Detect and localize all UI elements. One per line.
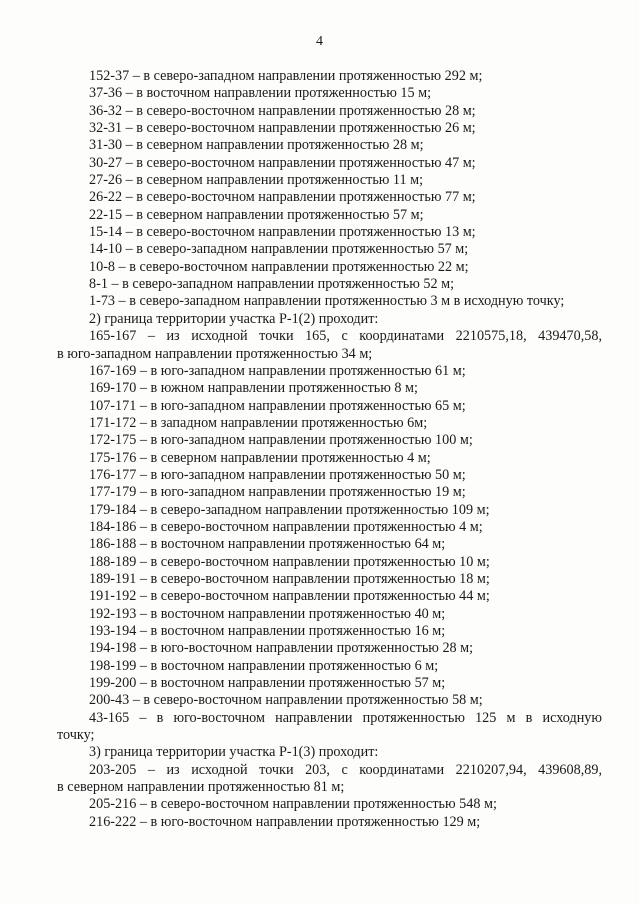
boundary-segment: 26-22 – в северо-восточном направлении протяженностью 77 м; [89, 189, 476, 206]
boundary-segment: 179-184 – в северо-западном направлении протяженностью 109 м; [89, 501, 490, 518]
boundary-segment: 194-198 – в юго-восточном направлении протяженностью 28 м; [89, 640, 474, 657]
boundary-segment: 167-169 – в юго-западном направлении протяженностью 61 м; [89, 362, 466, 379]
boundary-segment: 216-222 – в юго-восточном направлении протяженностью 129 м; [89, 813, 481, 830]
boundary-segment: 36-32 – в северо-восточном направлении протяженностью 28 м; [89, 102, 476, 119]
boundary-start-line: 165-167 – из исходной точки 165, с координатами 2210575,18, 439470,58, [89, 328, 602, 345]
boundary-segment: 186-188 – в восточном направлении протяженностью 64 м; [89, 536, 446, 553]
boundary-segment: 198-199 – в восточном направлении протяженностью 6 м; [89, 657, 439, 674]
document-body [57, 68, 602, 831]
boundary-segment: 152-37 – в северо-западном направлении протяженностью 292 м; [89, 68, 483, 84]
boundary-segment: 1-73 – в северо-западном направлении протяженностью 3 м в исходную точку; [89, 293, 565, 310]
boundary-segment: 188-189 – в северо-восточном направлении протяженностью 10 м; [89, 553, 490, 570]
boundary-segment: 8-1 – в северо-западном направлении протяженностью 52 м; [89, 276, 455, 293]
boundary-segment: 192-193 – в восточном направлении протяженностью 40 м; [89, 605, 446, 622]
boundary-segment: 184-186 – в северо-восточном направлении протяженностью 4 м; [89, 518, 483, 535]
boundary-start-continuation: в юго-западном направлении протяженностью 34 м; [57, 345, 373, 362]
boundary-end-paragraph [57, 710, 602, 745]
boundary-end-line: 43-165 – в юго-восточном направлении протяженностью 125 м в исходную [89, 709, 602, 726]
boundary-segment: 191-192 – в северо-восточном направлении протяженностью 44 м; [89, 588, 490, 605]
boundary-end-continuation: точку; [57, 727, 95, 744]
boundary-segment: 193-194 – в восточном направлении протяженностью 16 м; [89, 623, 446, 639]
boundary-segment: 31-30 – в северном направлении протяженностью 28 м; [89, 137, 424, 154]
boundary-segment: 177-179 – в юго-западном направлении протяженностью 19 м; [89, 484, 466, 501]
boundary-segment: 14-10 – в северо-западном направлении протяженностью 57 м; [89, 241, 469, 258]
boundary-segment: 199-200 – в восточном направлении протяженностью 57 м; [89, 675, 446, 692]
boundary-segment: 205-216 – в северо-восточном направлении протяженностью 548 м; [89, 796, 497, 813]
boundary-segment: 32-31 – в северо-восточном направлении протяженностью 26 м; [89, 120, 476, 137]
boundary-start-paragraph [57, 762, 602, 797]
boundary-start-line: 203-205 – из исходной точки 203, с координатами 2210207,94, 439608,89, [89, 761, 602, 778]
boundary-segment: 169-170 – в южном направлении протяженностью 8 м; [89, 380, 418, 397]
page-number: 4 [316, 34, 323, 49]
boundary-segment: 30-27 – в северо-восточном направлении протяженностью 47 м; [89, 154, 476, 171]
boundary-segment: 200-43 – в северо-восточном направлении протяженностью 58 м; [89, 692, 483, 709]
boundary-segment: 171-172 – в западном направлении протяженностью 6м; [89, 414, 428, 431]
section-heading: 2) граница территории участка Р-1(2) проходит: [89, 310, 379, 327]
boundary-start-continuation: в северном направлении протяженностью 81 м; [57, 779, 345, 796]
boundary-start-paragraph [57, 328, 602, 363]
boundary-segment: 175-176 – в северном направлении протяженностью 4 м; [89, 449, 431, 466]
boundary-segment: 172-175 – в юго-западном направлении протяженностью 100 м; [89, 432, 473, 449]
boundary-segment: 37-36 – в восточном направлении протяженностью 15 м; [89, 85, 432, 102]
boundary-segment: 10-8 – в северо-восточном направлении протяженностью 22 м; [89, 258, 469, 275]
boundary-segment: 22-15 – в северном направлении протяженностью 57 м; [89, 206, 424, 223]
boundary-segment: 107-171 – в юго-западном направлении протяженностью 65 м; [89, 397, 466, 414]
boundary-segment: 15-14 – в северо-восточном направлении протяженностью 13 м; [89, 224, 476, 241]
boundary-segment: 27-26 – в северном направлении протяженностью 11 м; [89, 172, 424, 189]
boundary-segment: 189-191 – в северо-восточном направлении протяженностью 18 м; [89, 570, 490, 587]
boundary-segment: 176-177 – в юго-западном направлении протяженностью 50 м; [89, 466, 466, 483]
section-heading: 3) граница территории участка Р-1(3) проходит: [89, 744, 379, 761]
